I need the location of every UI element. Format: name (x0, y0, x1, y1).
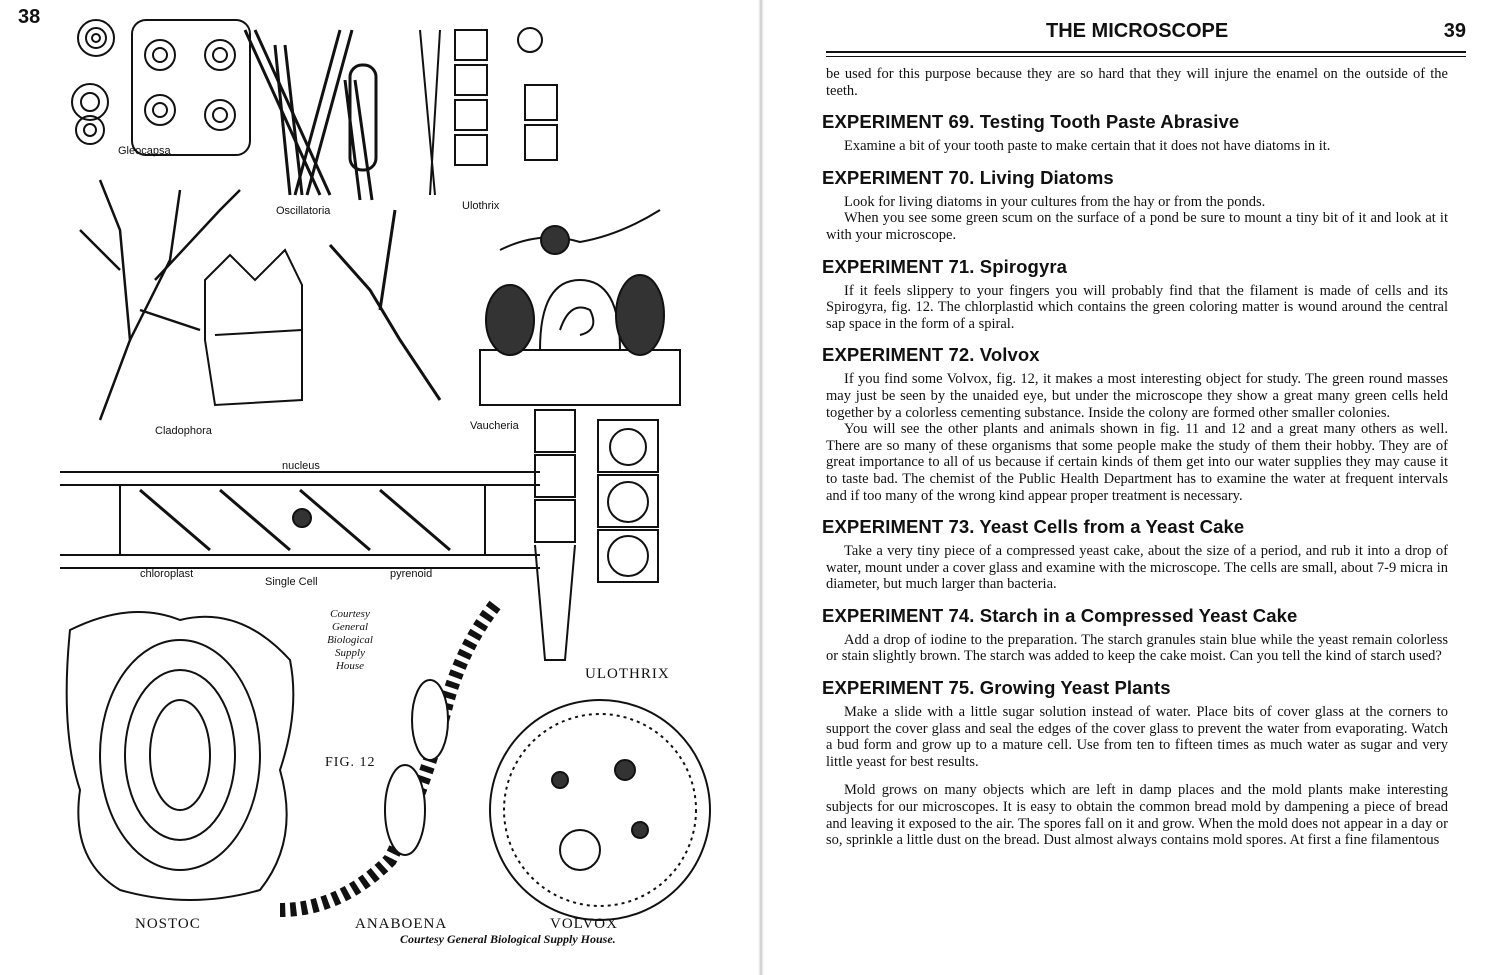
label-chloroplast: chloroplast (140, 568, 194, 580)
experiment-paragraph: You will see the other plants and animals shown in fig. 11 and 12 and a great many others as well. There are so many of these organisms that some people make the study of them their hobby. They are of great importance to all of us because if certain kinds of them get into our water supplies they may cause it to taste bad. The chemist of the Public Health Department has to examine the water at frequent intervals and if too many of the wrong kind appear proper treatment is necessary. (826, 421, 1448, 504)
intro-paragraph: be used for this purpose because they are so hard that they will injure the enamel on the outside of the teeth. (826, 66, 1448, 99)
right-page (780, 0, 1466, 975)
ulothrix-small-drawing (420, 28, 557, 195)
experiment-heading: EXPERIMENT 72. Volvox (822, 344, 1040, 366)
label-ulothrix-caps: ULOTHRIX (585, 666, 670, 682)
label-single-cell: Single Cell (265, 576, 318, 588)
volvox-drawing (490, 700, 710, 920)
oscillatoria-drawing (245, 30, 376, 200)
cladophora-cells-drawing (205, 250, 302, 405)
label-vaucheria: Vaucheria (470, 420, 519, 432)
experiment-paragraph: Take a very tiny piece of a compressed yeast cake, about the size of a period, and rub it into a drop of water, mount under a cover glass and examine with the microscope. The cells are small, about 7-9 micra in diameter, but much larger than bacteria. (826, 543, 1448, 593)
experiment-paragraph: Examine a bit of your tooth paste to make certain that it does not have diatoms in it. (844, 138, 1331, 155)
courtesy-line: Supply (335, 647, 365, 659)
running-title: THE MICROSCOPE (1046, 20, 1229, 42)
experiment-paragraph: If it feels slippery to your fingers you will probably find that the filament is made of cells and its Spirogyra, fig. 12. The chlorplastid which contains the green coloring matter is wound around the central sap space in the form of a spiral. (826, 282, 1448, 332)
label-volvox: VOLVOX (550, 916, 618, 932)
label-gleocapsa: Gleocapsa (118, 145, 171, 157)
courtesy-line: Courtesy (330, 608, 370, 620)
left-page (0, 0, 740, 975)
page-body (822, 66, 1448, 849)
experiment-heading: EXPERIMENT 69. Testing Tooth Paste Abrasive (822, 111, 1240, 133)
closing-paragraph: Mold grows on many objects which are left in damp places and the mold plants make interesting subjects for our microscopes. It is easy to obtain the common bread mold by dampening a piece of bread and leaving it exposed to the air. The spores fall on it and grow. When the mold does not appear in a day or so, sprinkle a little dust on the bread. Dust almost always contains mold spores. At first a fine filamentous (826, 782, 1448, 849)
experiment-heading: EXPERIMENT 73. Yeast Cells from a Yeast Cake (822, 516, 1245, 538)
header-rule-thin (826, 56, 1466, 57)
label-oscillatoria: Oscillatoria (276, 205, 331, 217)
label-cladophora: Cladophora (155, 425, 212, 437)
experiment-heading: EXPERIMENT 75. Growing Yeast Plants (822, 677, 1171, 699)
cladophora-drawing (80, 180, 240, 420)
courtesy-line: House (335, 660, 365, 672)
experiment-heading: EXPERIMENT 74. Starch in a Compressed Yeast Cake (822, 604, 1298, 626)
experiment-paragraph: When you see some green scum on the surface of a pond be sure to mount a tiny bit of it and look at it with your microscope. (826, 210, 1448, 243)
organism-figure (40, 10, 740, 960)
figure-number: FIG. 12 (325, 755, 376, 770)
right-page-number: 39 (1443, 20, 1466, 42)
experiment-paragraph: If you find some Volvox, fig. 12, it makes a most interesting object for study. The green round masses may just be seen by the unaided eye, but under the microscope they show a great many green cells held together by a colorless cementing substance. Inside the colony are formed other smaller colonies. (826, 371, 1448, 421)
label-anaboena: ANABOENA (355, 916, 448, 932)
paragraph-gap (826, 770, 1448, 782)
gleocapsa-drawing (72, 20, 250, 155)
left-page-number: 38 (18, 6, 41, 28)
experiment-heading: EXPERIMENT 71. Spirogyra (822, 255, 1068, 277)
label-pyrenoid: pyrenoid (390, 568, 433, 580)
experiment-paragraph: Make a slide with a little sugar solution instead of water. Place bits of cover glass at the corners to support the cover glass and seal the edges of the cover glass to prevent the water from evaporating. Watch a bud form and grow up to a mature cell. Use from ten to fifteen times as much water as sugar and very little yeast for best results. (826, 704, 1448, 770)
spirogyra-cell-drawing (60, 472, 540, 568)
experiment-heading: EXPERIMENT 70. Living Diatoms (822, 166, 1114, 188)
page-header (826, 14, 1466, 48)
ulothrix-tall-drawing (535, 410, 658, 660)
label-ulothrix-small: Ulothrix (462, 200, 500, 212)
header-rule (826, 51, 1466, 53)
figure-credit: Courtesy General Biological Supply House. (400, 932, 616, 946)
nostoc-drawing (67, 612, 294, 900)
book-gutter (758, 0, 764, 975)
label-nucleus: nucleus (282, 460, 320, 472)
vaucheria-drawing (480, 210, 680, 405)
courtesy-note (310, 608, 390, 673)
courtesy-line: Biological (327, 634, 373, 646)
label-nostoc: NOSTOC (135, 916, 201, 932)
experiment-paragraph: Add a drop of iodine to the preparation. The starch granules stain blue while the yeast remain colorless or stain slightly brown. The starch was added to keep the cake moist. Can you tell the kind of starch used? (826, 631, 1448, 665)
courtesy-line: General (331, 621, 369, 633)
experiment-paragraph: Look for living diatoms in your cultures from the hay or from the ponds. (844, 193, 1266, 210)
